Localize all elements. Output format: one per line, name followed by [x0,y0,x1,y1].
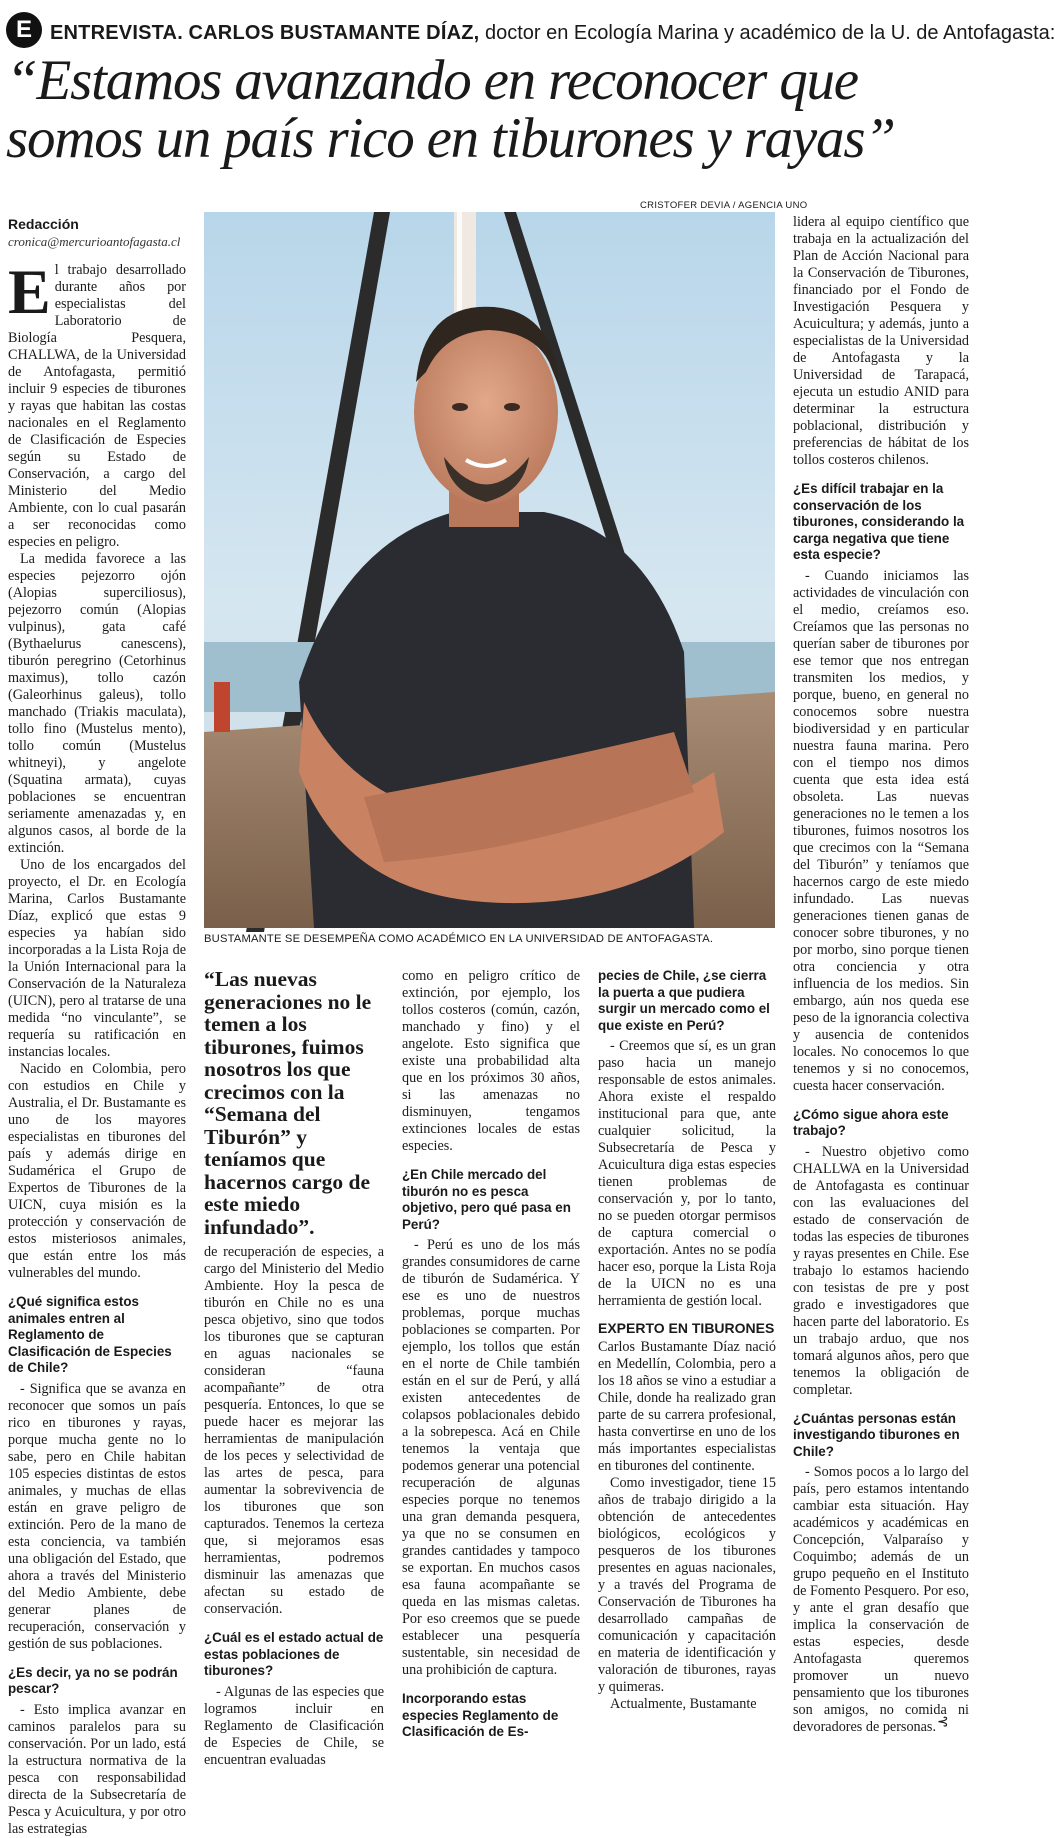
paragraph: - Algunas de las especies que logramos incluir en Reglamento de Clasificación de Especies de Chile, se encuentran evaluadas [204,1683,384,1768]
article-column-1 [8,256,186,1838]
article-column-4 [598,968,776,1713]
article-column-2 [204,1244,384,1769]
interview-question: ¿Cuál es el estado actual de estas poblaciones de tiburones? [204,1630,384,1678]
article-column-3 [402,968,580,1745]
kicker [50,22,1055,45]
byline-author: Redacción [8,216,79,232]
paragraph: - Creemos que sí, es un gran paso hacia un manejo responsable de estos animales. Ahora existe el respaldo institucional para que, ante cualquier solicitud, la Subsecretaría de Pesca y Acuicultura diga estas especies tienen problemas de conservación y, por lo tanto, no se pueden otorgar permisos de captura comercial o exportación. Antes no se podía hacer eso, porque la Lista Roja de la UICN no es una herramienta de gestión local. [598,1038,776,1309]
paragraph: Actualmente, Bustamante [610,1696,757,1712]
paragraph: Nacido en Colombia, pero con estudios en Chile y Australia, el Dr. Bustamante es uno de los mayores especialistas en tiburones del país y además dirige en Sudamérica el Grupo de Expertos de Tiburones de la UICN, cuya misión es la protección y conservación de estos misteriosos animales, que están entre los más vulnerables del mundo. [8,1061,186,1281]
headline: “Estamos avanzando en reconocer que somos un país rico en tiburones y rayas” [6,49,895,170]
interview-photo [204,212,775,928]
paragraph: Como investigador, tiene 15 años de trabajo dirigido a la obtención de antecedentes biológicos, ecológicos y pesqueros de los tiburones presentes en aguas nacionales, y a través del Programa de Conservación de Tiburones ha desarrollado campañas de comunicación y capacitación en materia de identificación y valoración de tiburones, rayas y quimeras. [598,1475,776,1695]
interview-question: ¿Cómo sigue ahora este trabajo? [793,1106,949,1138]
interview-question: ¿Es difícil trabajar en la conservación de los tiburones, considerando la carga negativa que tiene esta especie? [793,481,965,562]
interview-question: pecies de Chile, ¿se cierra la puerta a que pudiera surgir un mercado como el que existe en Perú? [598,968,770,1033]
photo-credit: CRISTOFER DEVIA / AGENCIA UNO [640,200,808,211]
photo-caption: BUSTAMANTE SE DESEMPEÑA COMO ACADÉMICO EN LA UNIVERSIDAD DE ANTOFAGASTA. [204,933,714,945]
paragraph: como en peligro crítico de extinción, por ejemplo, los tollos costeros (común, cazón, manchado y fino) y el angelote. Esto significa que existe una probabilidad alta que en los próximos 30 años, si las amenazas no disminuyen, tengamos extinciones locales de estas especies. [402,968,580,1154]
kicker-name: CARLOS BUSTAMANTE DÍAZ, [188,22,480,44]
section-badge: E [6,12,42,48]
kicker-description: doctor en Ecología Marina y académico de la U. de Antofagasta: [484,22,1055,44]
paragraph: - Perú es uno de los más grandes consumidores de carne de tiburón de Sudamérica. Y ese es uno de nuestros problemas, porque muchas poblaciones se comparten. Por ejemplo, los tollos que están en el norte de Chile también están en el sur de Perú, y allá existen antecedentes de colapsos poblacionales debido a la sobrepesca. Acá en Chile tenemos la ventaja que podemos generar una potencial recuperación de algunas especies porque no tenemos una gran demanda pesquera, ya que no se consumen en grandes cantidades y tampoco se exportan. En muchos casos esa fauna acompañante se queda en las mismas caletas. Por eso creemos que se puede establecer una pesquería sustentable, sin necesidad de una prohibición de captura. [402,1237,580,1678]
paragraph [8,256,186,551]
interview-question: ¿Cuántas personas están investigando tiburones en Chile? [793,1410,960,1459]
drop-cap: E [8,256,51,327]
paragraph: Uno de los encargados del proyecto, el Dr. en Ecología Marina, Carlos Bustamante Díaz, explicó que estas 9 especies ya habían sido incorporadas a la Lista Roja de la Unión Internacional para la Conservación de la Naturaleza (UICN), pero al tratarse de una medida “no vinculante”, se requería su ratificación en instancias locales. [8,857,186,1060]
paragraph: - Nuestro objetivo como CHALLWA en la Universidad de Antofagasta es continuar con las evaluaciones del estado de conservación de todas las especies de tiburones y rayas presentes en Chile. Ese trabajo lo estamos haciendo con tesistas de pre y post grado e investigadores que hacen parte del laboratorio. Es un trabajo arduo, que nos tomará algunos años, pero que tenemos la obligación de completar. [793,1143,969,1398]
paragraph: - Significa que se avanza en reconocer que somos un país rico en tiburones y rayas, porque mucha gente no lo sabe, pero en Chile habitan 105 especies distintas de estos animales, y muchas de ellas están en grave peligro de extinción. Pero de la mano de esta conciencia, va también una obligación del Estado, que ahora a través del Ministerio del Medio Ambiente, debe generar planes de recuperación, conservación y gestión de sus poblaciones. [8,1380,186,1652]
paragraph: - Somos pocos a lo largo del país, pero estamos intentando cambiar esta situación. Hay académicos y académicas en Concepción, Valparaíso y Coquimbo; además de un grupo pequeño en el Instituto de Fomento Pesquero. Por eso, y ante el gran desafío que implica la conservación de estas especies, desde Antofagasta queremos promover un nuevo pensamiento que los tiburones son amigos, no comida ni devoradores de personas. [793,1464,969,1735]
paragraph: Carlos Bustamante Díaz nació en Medellín, Colombia, pero a los 18 años se vino a estudiar a Chile, donde ha realizado gran parte de su carrera profesional, hasta convertirse en uno de los más importantes especialistas en tiburones del continente. [598,1339,776,1474]
interview-question: ¿Es decir, ya no se podrán pescar? [8,1664,178,1696]
paragraph: lidera al equipo científico que trabaja en la actualización del Plan de Acción Nacional para la Conservación de Tiburones, financiado por el Fondo de Investigación Pesquera y Acuicultura; y además, junto a especialistas de la Universidad de Antofagasta y la Universidad de Tarapacá, ejecuta un estudio ANID para determinar la estructura poblacional, distribución y preferencias de hábitat de los tollos costeros chilenos. [793,214,969,468]
interview-question: ¿Qué significa estos animales entren al Reglamento de Clasificación de Especies de Chile? [8,1294,172,1375]
paragraph: - Cuando iniciamos las actividades de vinculación con el medio, creíamos eso. Creíamos que las personas no querían saber de tiburones por ese temor que nos entregan transmiten los medios, y porque, bueno, en general no conocemos sobre nuestra biodiversidad y en particular nuestra fauna marina. Pero con el tiempo nos dimos cuenta que esta idea está obsoleta. Las nuevas generaciones no le temen a los tiburones, fuimos nosotros los que crecimos con la “Semana del Tiburón” y teníamos que hacernos cargo de este miedo infundado. Las nuevas generaciones tienen ganas de conocer sobre tiburones, y no por morbo, sino porque tienen otra conciencia y otra influencia de los medios. Sin embargo, aún nos queda ese peso de la ignorancia colectiva y ausencia de contenidos locales. No conocemos lo que tenemos y si no conocemos, cuesta hacer conservación. [793,567,969,1094]
byline-email[interactable]: cronica@mercurioantofagasta.cl [8,234,181,249]
paragraph-text: l trabajo desarrollado durante años por especialistas del Laboratorio de Biología Pesquera, CHALLWA, de la Universidad de Antofagasta, permitió incluir 9 especies de tiburones y rayas que habitan las costas nacionales en el Reglamento de Clasificación de Especies según su Estado de Conservación, a cargo del Ministerio del Medio Ambiente, con lo cual pasarán a ser reconocidas como especies en peligro. [8,262,186,550]
pull-quote: “Las nuevas generaciones no le temen a los tiburones, fuimos nosotros los que crecimos con la “Semana del Tiburón” y teníamos que hacernos cargo de este miedo infundado”. [204,967,372,1239]
section-heading: EXPERTO EN TIBURONES [598,1320,775,1336]
article-column-5 [793,214,969,1736]
paragraph: - Esto implica avanzar en caminos paralelos para su conservación. Por un lado, está la estructura normativa de la pesca con responsabilidad directa de la Subsecretaría de Pesca y Acuicultura, y por otro las estrategias [8,1701,186,1837]
kicker-label: ENTREVISTA. [50,22,183,44]
interview-photo-illustration [204,212,775,928]
interview-question: ¿En Chile mercado del tiburón no es pesca objetivo, pero qué pasa en Perú? [402,1167,571,1232]
end-mark-icon: ⊰ [937,1714,949,1730]
paragraph: de recuperación de especies, a cargo del Ministerio del Medio Ambiente. Hoy la pesca de tiburón en Chile no es una pesca objetivo, sino que todos los tiburones que se capturan en aguas nacionales se consideran “fauna acompañante” de otra pesquería. Entonces, lo que se puede hacer es mejorar las herramientas de manipulación de los peces y selectividad de las artes de pesca, para aumentar la sobrevivencia de los tiburones que son capturados. Tenemos la certeza que, si mejoramos esas herramientas, podremos disminuir las amenazas que afectan su estado de conservación. [204,1244,384,1617]
interview-question: Incorporando estas especies Reglamento de Clasificación de Es- [402,1691,559,1739]
paragraph: La medida favorece a las especies pejezorro ojón (Alopias superciliosus), pejezorro común (Alopias vulpinus), gata café (Bythaelurus canescens), tiburón peregrino (Cetorhinus maximus), tollo cazón (Galeorhinus galeus), tollo manchado (Triakis maculata), tollo fino (Mustelus mento), tollo común (Mustelus whitneyi), y angelote (Squatina armata), cuyas poblaciones se encuentran seriamente amenazadas y, en algunos casos, al borde de la extinción. [8,551,186,856]
